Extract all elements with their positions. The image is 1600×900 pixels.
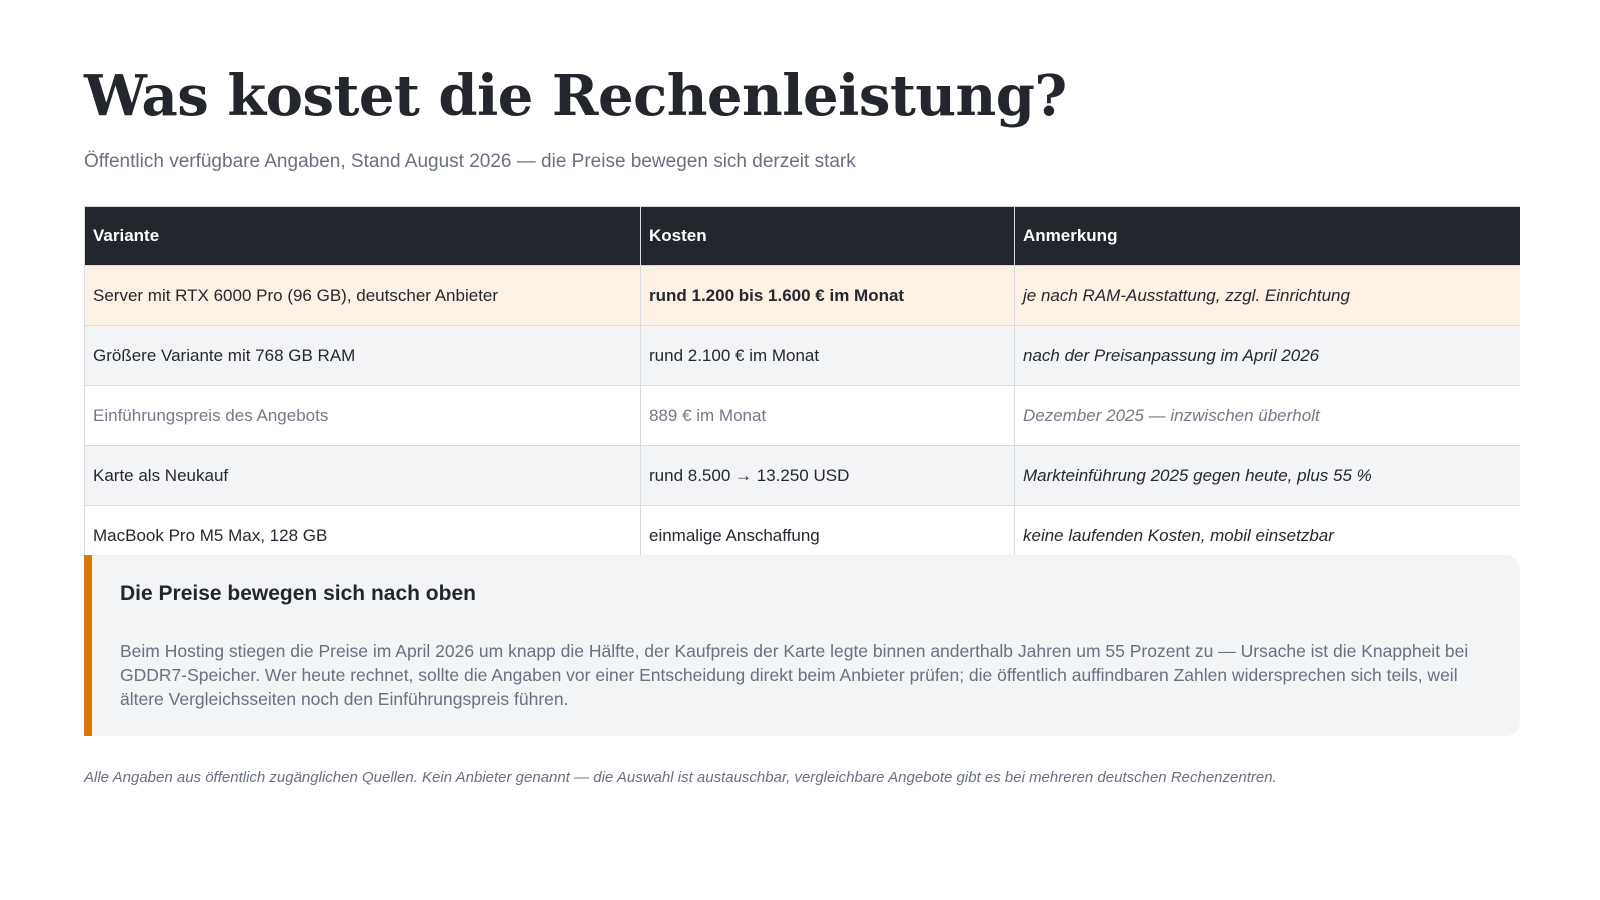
cell-kosten: rund 1.200 bis 1.600 € im Monat — [641, 266, 1015, 326]
cell-kosten: einmalige Anschaffung — [641, 506, 1015, 566]
cell-kosten: 889 € im Monat — [641, 386, 1015, 446]
cell-variante: MacBook Pro M5 Max, 128 GB — [85, 506, 641, 566]
cell-variante: Einführungspreis des Angebots — [85, 386, 641, 446]
cell-variante: Server mit RTX 6000 Pro (96 GB), deutscher Anbieter — [85, 266, 641, 326]
cell-anmerkung: Dezember 2025 — inzwischen überholt — [1015, 386, 1521, 446]
cell-anmerkung: je nach RAM-Ausstattung, zzgl. Einrichtung — [1015, 266, 1521, 326]
cell-anmerkung: nach der Preisanpassung im April 2026 — [1015, 326, 1521, 386]
cell-kosten: rund 8.500 → 13.250 USD — [641, 446, 1015, 506]
cost-table-container — [84, 206, 1520, 565]
cost-table — [84, 206, 1520, 565]
page-subtitle: Öffentlich verfügbare Angaben, Stand August 2026 — die Preise bewegen sich derzeit stark — [84, 151, 856, 172]
price-callout — [84, 555, 1520, 736]
table-row-highlighted — [85, 266, 1521, 326]
cell-variante: Größere Variante mit 768 GB RAM — [85, 326, 641, 386]
table-header-row — [85, 207, 1521, 266]
cell-anmerkung: Markteinführung 2025 gegen heute, plus 55 % — [1015, 446, 1521, 506]
table-row-outdated — [85, 386, 1521, 446]
callout-heading: Die Preise bewegen sich nach oben — [120, 582, 476, 605]
footnote: Alle Angaben aus öffentlich zugänglichen Quellen. Kein Anbieter genannt — die Auswahl ist austauschbar, vergleichbare Angebote gibt es bei mehreren deutschen Rechenzentren. — [84, 769, 1277, 786]
table-row — [85, 446, 1521, 506]
header-variante: Variante — [85, 207, 641, 266]
page-title: Was kostet die Rechenleistung? — [84, 63, 1067, 129]
header-anmerkung: Anmerkung — [1015, 207, 1521, 266]
cell-kosten: rund 2.100 € im Monat — [641, 326, 1015, 386]
table-row — [85, 326, 1521, 386]
header-kosten: Kosten — [641, 207, 1015, 266]
callout-body: Beim Hosting stiegen die Preise im April 2026 um knapp die Hälfte, der Kaufpreis der Karte legte binnen anderthalb Jahren um 55 Prozent zu — Ursache ist die Knappheit bei GDDR7-Speicher. Wer heute rechnet, sollte die Angaben vor einer Entscheidung direkt beim Anbieter prüfen; die öffentlich auffindbaren Zahlen widersprechen sich teils, weil ältere Vergleichsseiten noch den Einführungspreis führen. — [120, 641, 1469, 709]
cell-variante: Karte als Neukauf — [85, 446, 641, 506]
cell-anmerkung: keine laufenden Kosten, mobil einsetzbar — [1015, 506, 1521, 566]
